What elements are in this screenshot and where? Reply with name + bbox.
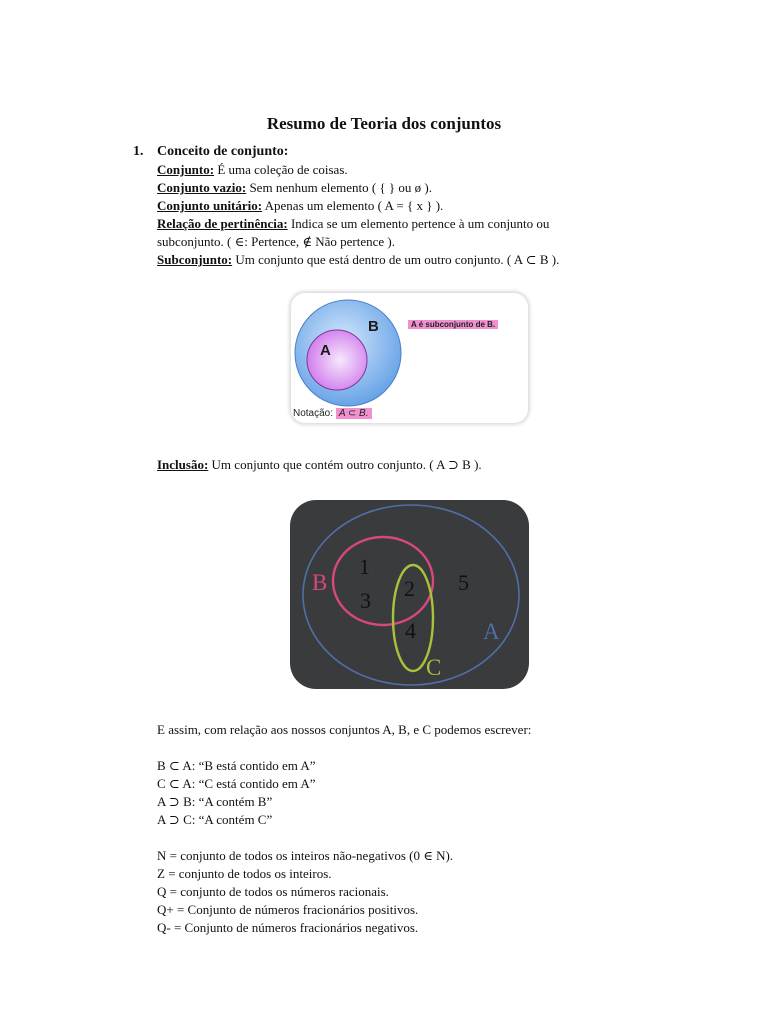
notation-value: A ⊂ B. (336, 408, 372, 419)
number-set-line: Q+ = Conjunto de números fracionários positivos. (157, 902, 419, 917)
page-title: Resumo de Teoria dos conjuntos (266, 114, 502, 133)
set-a-circle (307, 330, 367, 390)
term-label: Conjunto: (157, 162, 215, 177)
relation-line: C ⊂ A: “C está contido em A” (157, 776, 316, 791)
definition-text: Sem nenhum elemento ( { } ou ø ). (246, 180, 432, 195)
subset-note: A é subconjunto de B. (408, 320, 498, 329)
set-b-label: B (368, 318, 379, 335)
definition-text: subconjunto. ( ∈: Pertence, ∉ Não pertence ). (157, 234, 395, 249)
section-number: 1. (133, 144, 144, 159)
term-label: Conjunto vazio: (157, 180, 247, 195)
definition-conjunto (157, 161, 348, 179)
definition-text: Um conjunto que está dentro de um outro conjunto. ( A ⊂ B ). (232, 252, 560, 267)
section-title: Conceito de conjunto: (157, 144, 289, 159)
definition-text: Indica se um elemento pertence à um conjunto ou (287, 216, 550, 231)
definition-subconjunto (157, 251, 559, 269)
number-set-line: Q = conjunto de todos os números racionais. (157, 884, 389, 899)
definition-text: Um conjunto que contém outro conjunto. ( A ⊃ B ). (208, 457, 482, 472)
relation-line: A ⊃ C: “A contém C” (157, 812, 273, 827)
set-b-ellipse (333, 537, 433, 625)
definition-pertinencia-cont (157, 233, 395, 251)
subset-venn-figure (291, 293, 528, 423)
definition-inclusao (157, 456, 482, 474)
set-a-label: A (320, 342, 331, 359)
definition-conjunto-unitario (157, 197, 443, 215)
element-4: 4 (405, 618, 416, 643)
element-1: 1 (359, 554, 370, 579)
relation-line: B ⊂ A: “B está contido em A” (157, 758, 316, 773)
definition-conjunto-vazio (157, 179, 432, 197)
set-a-label: A (483, 619, 500, 644)
number-set-line: N = conjunto de todos os inteiros não-negativos (0 ∈ N). (157, 848, 454, 863)
number-set-line: Z = conjunto de todos os inteiros. (157, 866, 332, 881)
relations-intro: E assim, com relação aos nossos conjuntos A, B, e C podemos escrever: (157, 722, 532, 737)
element-2: 2 (404, 576, 415, 601)
term-label: Relação de pertinência: (157, 216, 288, 231)
number-set-line: Q- = Conjunto de números fracionários negativos. (157, 920, 419, 935)
element-5: 5 (458, 570, 469, 595)
notation-label: Notação: (293, 408, 334, 419)
definition-pertinencia (157, 215, 549, 233)
term-label: Conjunto unitário: (157, 198, 263, 213)
set-b-label: B (312, 570, 328, 595)
term-label: Subconjunto: (157, 252, 233, 267)
notation (293, 408, 372, 419)
set-c-label: C (426, 655, 442, 680)
element-3: 3 (360, 588, 371, 613)
definition-text: É uma coleção de coisas. (214, 162, 348, 177)
inclusion-venn-figure (290, 500, 529, 689)
relation-line: A ⊃ B: “A contém B” (157, 794, 273, 809)
definition-text: Apenas um elemento ( A = { x } ). (262, 198, 444, 213)
term-label: Inclusão: (157, 457, 209, 472)
